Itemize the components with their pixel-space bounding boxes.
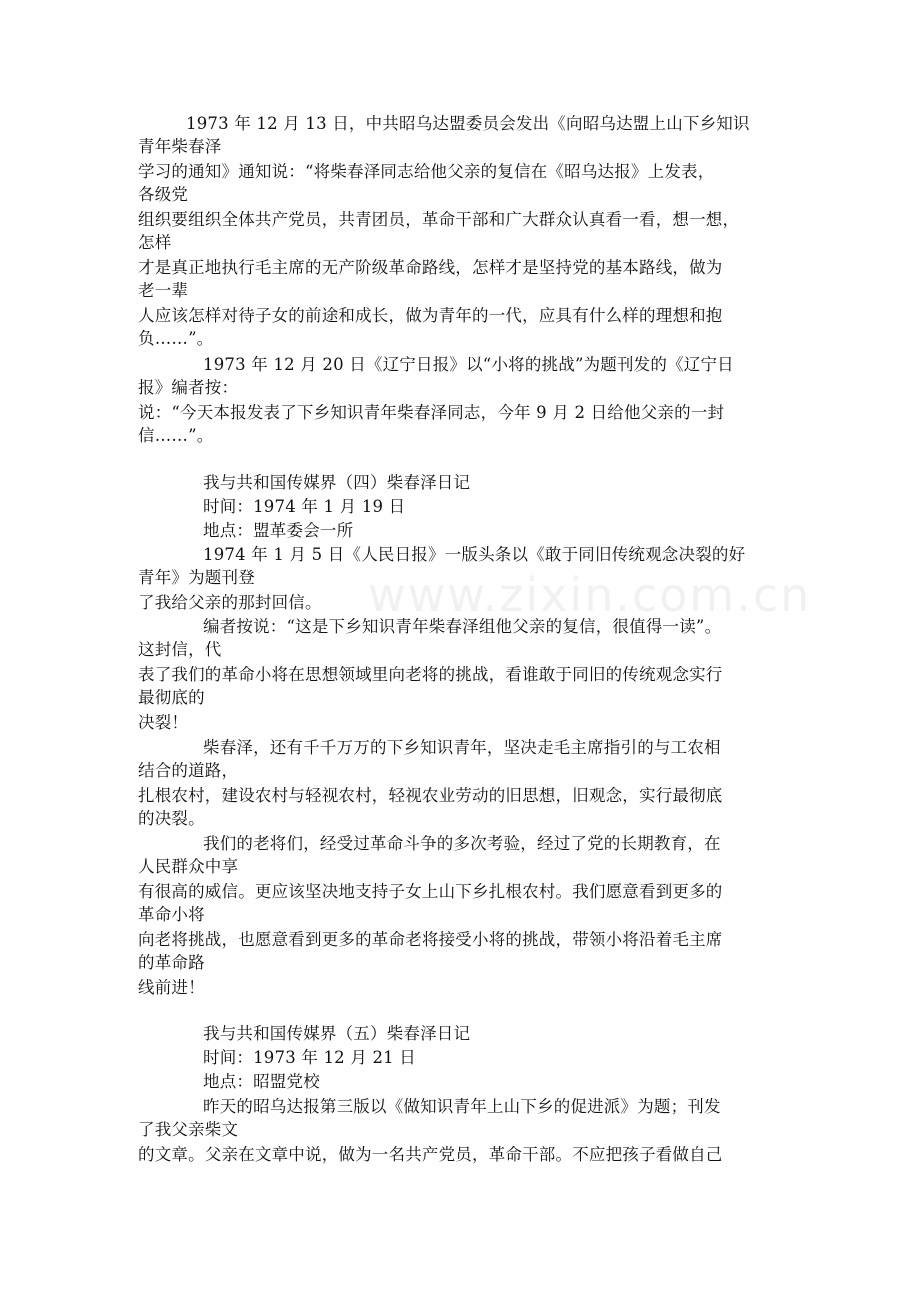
text-line: 这封信，代	[138, 640, 222, 659]
text-line: 的决裂。	[138, 809, 205, 828]
text-line: 1974 年 1 月 5 日《人民日报》一版头条以《敢于同旧传统观念决裂的好	[203, 545, 746, 564]
text-line: 柴春泽，还有千千万万的下乡知识青年，坚决走毛主席指引的与工农相	[203, 738, 721, 757]
text-line: 信……”。	[138, 426, 214, 445]
text-line: 人应该怎样对待子女的前途和成长，做为青年的一代，应具有什么样的理想和抱	[138, 306, 723, 325]
entry-location: 地点：盟革委会一所	[203, 521, 354, 540]
text-line: 线前进！	[138, 978, 205, 997]
text-line: 学习的通知》通知说：“将柴春泽同志给他父亲的复信在《昭乌达报》上发表，	[138, 162, 715, 181]
text-line: 向老将挑战，也愿意看到更多的革命老将接受小将的挑战，带领小将沿着毛主席	[138, 930, 723, 949]
text-line: 我们的老将们，经受过革命斗争的多次考验，经过了党的长期教育，在	[203, 834, 721, 853]
text-line: 1973 年 12 月 20 日《辽宁日报》以“小将的挑战”为题刊发的《辽宁日	[203, 355, 734, 374]
text-line: 负……”。	[138, 329, 214, 348]
text-line: 青年柴春泽	[138, 137, 222, 156]
text-line: 决裂！	[138, 713, 189, 732]
text-line: 编者按说：“这是下乡知识青年柴春泽组他父亲的复信，很值得一读”。	[203, 617, 722, 636]
text-line: 有很高的威信。更应该坚决地支持子女上山下乡扎根农村。我们愿意看到更多的	[138, 882, 723, 901]
text-line: 结合的道路，	[138, 761, 239, 780]
text-line: 才是真正地执行毛主席的无产阶级革命路线，怎样才是坚持党的基本路线，做为	[138, 258, 723, 277]
text-line: 组织要组织全体共产党员，共青团员，革命干部和广大群众认真看一看，想一想，	[138, 210, 740, 229]
text-line: 人民群众中享	[138, 857, 239, 876]
entry-date: 时间：1974 年 1 月 19 日	[203, 497, 406, 516]
text-line: 各级党	[138, 185, 189, 204]
section-heading: 我与共和国传媒界（四）柴春泽日记	[203, 473, 471, 492]
text-line: 说：“今天本报发表了下乡知识青年柴春泽同志，今年 9 月 2 日给他父亲的一封	[138, 403, 725, 422]
entry-date: 时间：1973 年 12 月 21 日	[203, 1048, 417, 1067]
text-line: 革命小将	[138, 905, 205, 924]
text-line: 怎样	[138, 233, 172, 252]
section-heading: 我与共和国传媒界（五）柴春泽日记	[203, 1024, 471, 1043]
entry-location: 地点：昭盟党校	[203, 1072, 320, 1091]
watermark: www.zixin.com.cn	[368, 568, 812, 622]
text-line: 扎根农村，建设农村与轻视农村，轻视农业劳动的旧思想，旧观念，实行最彻底	[138, 786, 723, 805]
text-line: 了我父亲柴文	[138, 1120, 239, 1139]
text-line: 1973 年 12 月 13 日，中共昭乌达盟委员会发出《向昭乌达盟上山下乡知识	[186, 114, 750, 133]
text-line: 老一辈	[138, 281, 189, 300]
text-line: 昨天的昭乌达报第三版以《做知识青年上山下乡的促进派》为题；刊发	[203, 1097, 721, 1116]
text-line: 的革命路	[138, 953, 205, 972]
text-line: 最彻底的	[138, 688, 205, 707]
text-line: 了我给父亲的那封回信。	[138, 593, 322, 612]
text-line: 报》编者按：	[138, 378, 239, 397]
text-line: 青年》为题刊登	[138, 568, 255, 587]
text-line: 的文章。父亲在文章中说，做为一名共产党员，革命干部。不应把孩子看做自己	[138, 1145, 723, 1164]
text-line: 表了我们的革命小将在思想领域里向老将的挑战，看谁敢于同旧的传统观念实行	[138, 665, 723, 684]
